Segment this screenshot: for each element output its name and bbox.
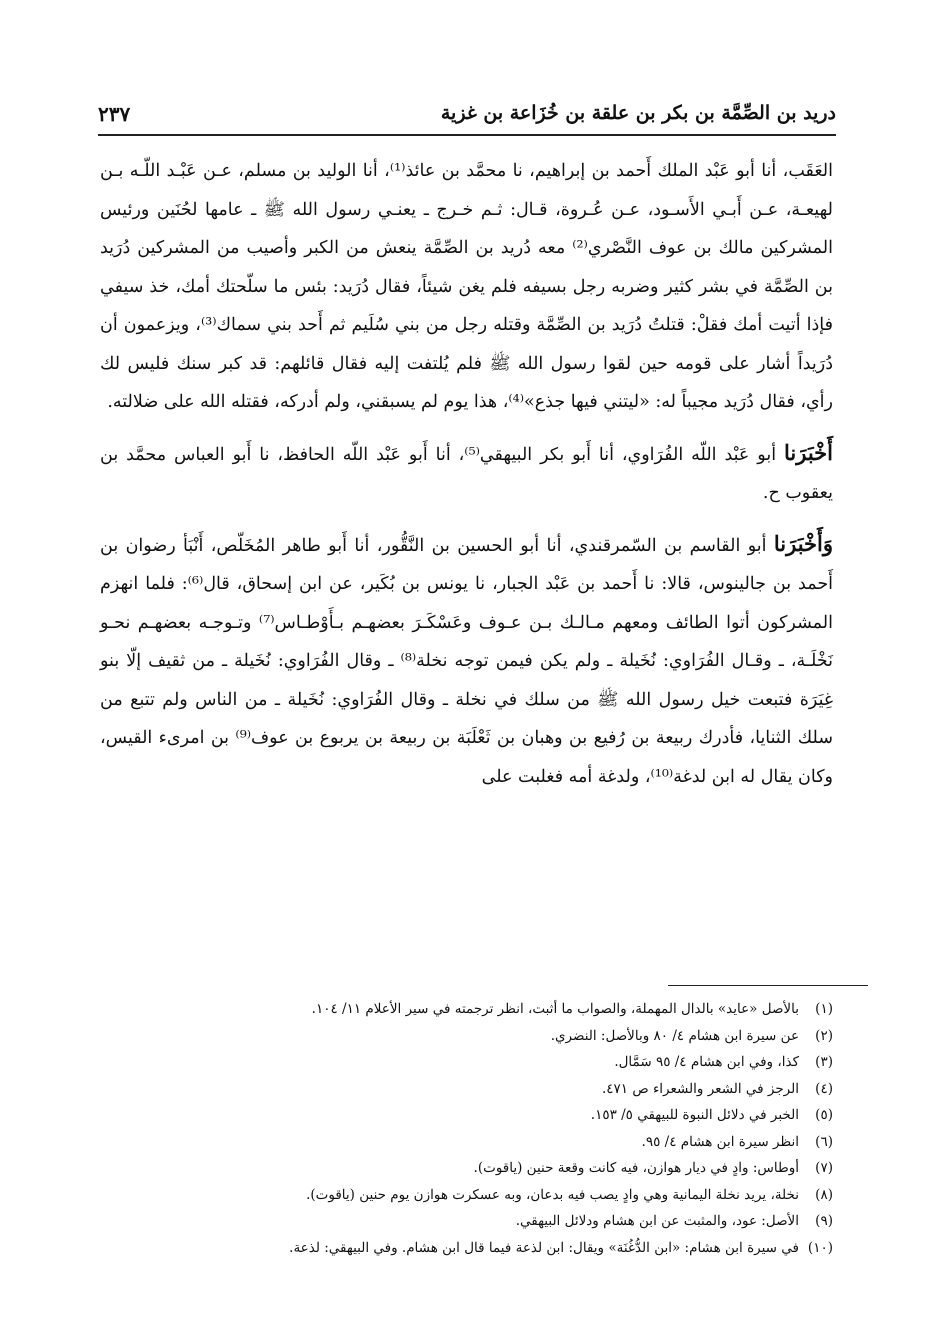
footnote — [150, 1155, 833, 1182]
footnote — [150, 1076, 833, 1103]
footnotes — [150, 996, 833, 1261]
footnote-number: (٢) — [815, 1027, 833, 1044]
paragraph-3-lead: وَأَخْبَرَنا — [773, 530, 833, 556]
footnote-number: (١٠) — [807, 1239, 833, 1256]
footnote-number: (٥) — [815, 1107, 833, 1123]
footnote-text: الأصل: عود، والمثبت عن ابن هشام ودلائل البيهقي. — [515, 1213, 799, 1229]
footnote-number: (٧) — [815, 1160, 833, 1176]
footnote-text: نخلة، يريد نخلة اليمانية وهي وادٍ يصب فيه بدعان، وبه عسكرت هوازن يوم حنين (ياقوت). — [306, 1186, 799, 1203]
footnote-text: عن سيرة ابن هشام ٤/ ٨٠ وبالأصل: النضري. — [550, 1027, 799, 1044]
paragraph-2-lead: أَخْبَرَنا — [784, 439, 833, 465]
footnote — [150, 996, 833, 1023]
footnote-text: في سيرة ابن هشام: «ابن الدُّغُنَة» ويقال: ابن لذعة فيما قال ابن هشام. وفي البيهقي: لذعة. — [289, 1239, 799, 1256]
paragraph-3 — [100, 525, 833, 797]
running-title: دريد بن الصِّمَّة بن بكر بن علقة بن خُزَاعة بن غزية — [440, 102, 836, 124]
page-number: ٢٣٧ — [98, 102, 131, 126]
footnote-text: أوطاس: وادٍ في ديار هوازن، فيه كانت وقعة حنين (ياقوت). — [473, 1160, 799, 1176]
footnote — [150, 1049, 833, 1076]
footnote-number: (٤) — [815, 1080, 833, 1097]
footnote-number: (٦) — [815, 1133, 833, 1150]
footnote-text: كذا، وفي ابن هشام ٤/ ٩٥ سَمَّال. — [614, 1054, 799, 1070]
footnote — [150, 1208, 833, 1235]
footnote-number: (٣) — [815, 1054, 833, 1070]
paragraph-3-text: أبو القاسم بن السّمرقندي، أنا أبو الحسين بن النَّقُّور، أنا أَبو طاهر المُخَلّص، أَنْبَأ رضوان بن أَحمد بن جالينوس، قالا: نا أَحمد بن عَبْد الجبار، نا يونس بن بُكَير، عن ابن إسحاق، قال⁽⁶⁾: فلما انهزم المشركون أتوا الطائف ومعهم مـالـك بـن عـوف وعَسْكَـرَ بعضهـم بـأَوْطـاس⁽⁷⁾ وتـوجـه بعضهـم نحـو نَخْلَـة، ـ وقـال الفُرَاوي: نُخَيلة ـ ولم يكن فيمن توجه نخلة⁽⁸⁾ ـ وقال الفُرَاوي: نُخَيلة ـ من ثقيف إلّا بنو غِيَرَة فتبعت خيل رسول الله ﷺ من سلك في نخلة ـ وقال الفُرَاوي: نُخَيلة ـ من الناس ولم تتبع من سلك الثنايا، فأدرك ربيعة بن رُفيع بن وهبان بن ثَعْلَبَة بن ربيعة بن يربوع بن عوف⁽⁹⁾ بن امرىء القيس، وكان يقال له ابن لدغة⁽¹⁰⁾، ولدغة أمه فغلبت على — [100, 535, 834, 787]
footnote-number: (٩) — [815, 1213, 833, 1229]
footnote-text: بالأصل «عايد» بالدال المهملة، والصواب ما أثبت، انظر ترجمته في سير الأعلام ١١/ ١٠٤. — [311, 1001, 799, 1017]
footnote-text: الرجز في الشعر والشعراء ص ٤٧١. — [601, 1080, 799, 1097]
main-text — [100, 152, 833, 808]
paragraph-2-text: أبو عَبْد اللّه الفُرَاوي، أنا أَبو بكر البيهقي⁽⁵⁾، أنا أَبو عَبْد اللّه الحافظ، نا أَبو العباس محمَّد بن يعقوب ح. — [100, 444, 833, 503]
footnote — [150, 1129, 833, 1156]
footnote — [150, 1023, 833, 1050]
paragraph-1: العَقَب، أنا أبو عَبْد الملك أَحمد بن إبراهيم، نا محمَّد بن عائذ⁽¹⁾، أنا الوليد بن مسلم، عـن عَبْـد اللّـه بـن لهيعـة، عـن أَبـي الأَسـود، عـن عُـروة، قـال: ثـم خـرج ـ يعنـي رسول الله ﷺ ـ عامها لحُنَين ورئيس المشركين مالك بن عوف النَّصْري⁽²⁾ معه دُريد بن الصِّمَّة ينعش من الكبر وأصيب من المشركين دُرَيد بن الصِّمَّة في بشر كثير وضربه رجل بسيفه فلم يغن شيئاً، فقال دُرَيد: بئس ما سلّحتك أمك، خذ سيفي فإذا أتيت أمك فقلْ: قتلتُ دُرَيد بن الصِّمَّة وقتله رجل من بني سُلَيم ثم أَحد بني سماك⁽³⁾، ويزعمون أن دُرَيداً أشار على قومه حين لقوا رسول الله ﷺ فلم يُلتفت إليه فقال قائلهم: قد كبر سنك فليس لك رأي، فقال دُرَيد مجيباً له: «ليتني فيها جذع»⁽⁴⁾، هذا يوم لم يسبقني، ولم أدركه، فقتله الله على ضلالته. — [100, 161, 833, 412]
footnote-number: (١) — [815, 1001, 833, 1017]
footnote — [150, 1235, 833, 1262]
footnote-text: الخبر في دلائل النبوة للبيهقي ٥/ ١٥٣. — [590, 1107, 799, 1123]
footnote-number: (٨) — [815, 1186, 833, 1203]
footnote-text: انظر سيرة ابن هشام ٤/ ٩٥. — [641, 1133, 799, 1150]
footnote — [150, 1182, 833, 1209]
footnote — [150, 1102, 833, 1129]
paragraph-2 — [100, 434, 833, 513]
running-header — [98, 98, 836, 138]
header-rule — [98, 134, 836, 136]
footnote-separator — [668, 985, 868, 986]
